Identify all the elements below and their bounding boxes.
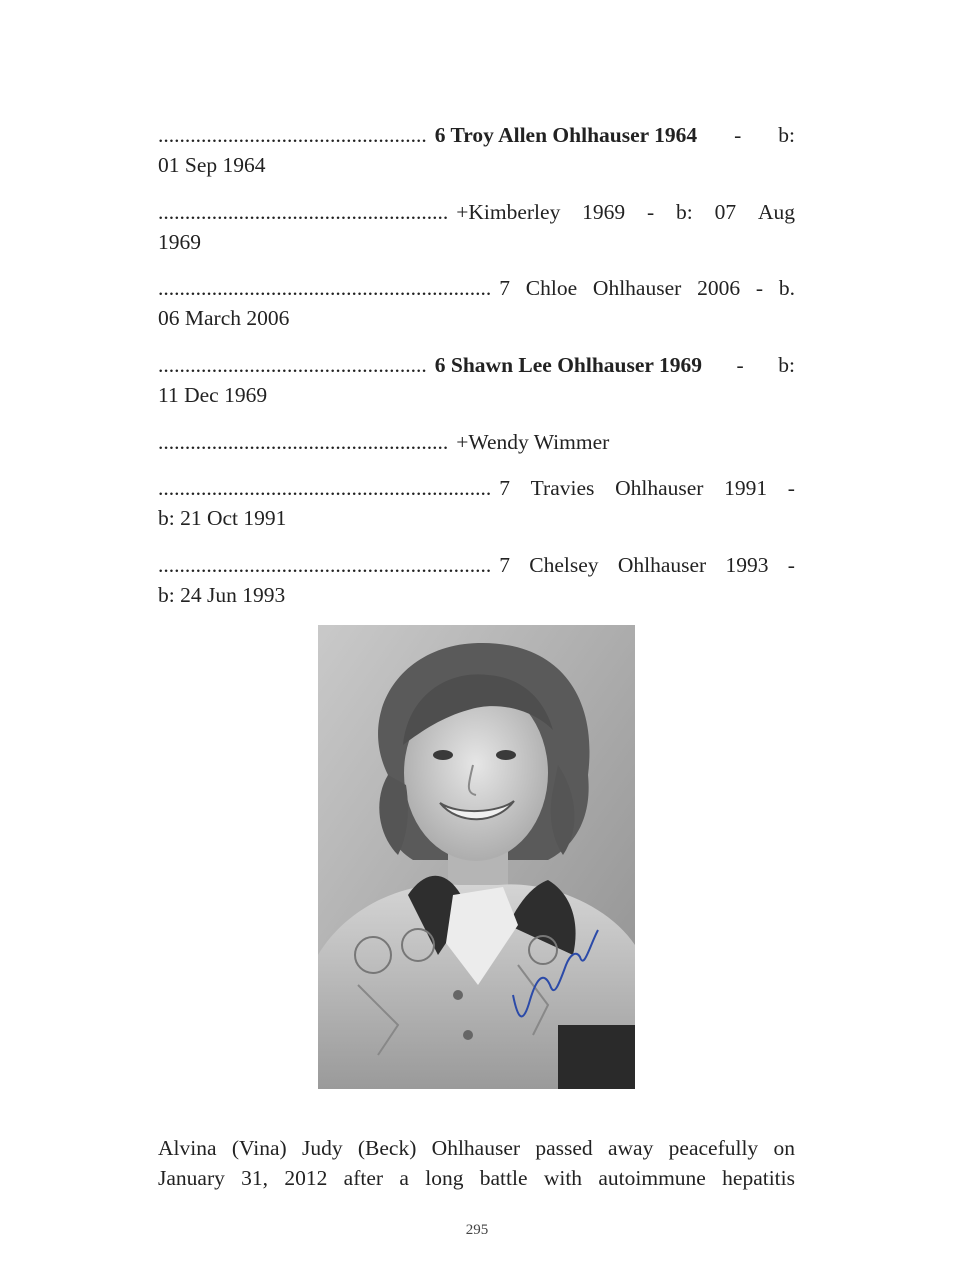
entry-word: 1991 bbox=[724, 476, 768, 500]
page-number: 295 bbox=[465, 1222, 489, 1238]
paragraph-line-1: Alvina (Vina) Judy (Beck) Ohlhauser passed away peacefully on bbox=[158, 1136, 795, 1160]
entry-word: 07 bbox=[714, 200, 737, 224]
leader-dots: .............................................................. bbox=[158, 476, 492, 500]
entry-word: - bbox=[734, 123, 742, 147]
entry-word: +Wendy Wimmer bbox=[456, 430, 610, 454]
entry-word: Chelsey bbox=[529, 553, 599, 577]
entry-word: 7 bbox=[499, 276, 510, 300]
entry-second-line: b: 21 Oct 1991 bbox=[158, 506, 287, 530]
leader-dots: .............................................................. bbox=[158, 553, 492, 577]
entry-word: 2006 bbox=[697, 276, 741, 300]
entry-first-line bbox=[158, 197, 795, 227]
entry-word: Chloe bbox=[525, 276, 578, 300]
descendant-entry bbox=[158, 550, 795, 610]
descendant-entry bbox=[158, 473, 795, 533]
descendant-entry bbox=[158, 427, 795, 457]
entry-word: Ohlhauser bbox=[592, 276, 682, 300]
entry-word: - bbox=[787, 476, 795, 500]
entry-word: - bbox=[787, 553, 795, 577]
entry-second-line: 01 Sep 1964 bbox=[158, 153, 266, 177]
descendant-entry bbox=[158, 273, 795, 333]
entry-first-line bbox=[158, 350, 795, 380]
leader-dots: .................................................. bbox=[158, 353, 427, 377]
entry-first-line bbox=[158, 473, 795, 503]
entry-word: b: bbox=[778, 123, 795, 147]
leader-dots: ...................................................... bbox=[158, 430, 449, 454]
entry-word: 6 Shawn Lee Ohlhauser 1969 bbox=[434, 353, 702, 377]
entry-word: 1969 bbox=[582, 200, 626, 224]
entry-word: Ohlhauser bbox=[615, 476, 704, 500]
leader-dots: .............................................................. bbox=[158, 276, 492, 300]
entry-word: b: bbox=[778, 353, 795, 377]
entry-second-line: 11 Dec 1969 bbox=[158, 383, 268, 407]
entry-word: +Kimberley bbox=[456, 200, 561, 224]
entry-word: 7 bbox=[499, 553, 510, 577]
entry-word: - bbox=[647, 200, 655, 224]
entry-word: Travies bbox=[530, 476, 595, 500]
entry-word: 7 bbox=[499, 476, 510, 500]
portrait-photo bbox=[318, 625, 635, 1089]
leader-dots: ...................................................... bbox=[158, 200, 449, 224]
entry-first-line bbox=[158, 427, 795, 457]
obituary-paragraph bbox=[158, 1133, 795, 1193]
descendant-entry bbox=[158, 120, 795, 180]
entry-first-line bbox=[158, 120, 795, 150]
entry-word: b: bbox=[676, 200, 693, 224]
entry-word: - bbox=[736, 353, 744, 377]
entry-first-line bbox=[158, 273, 795, 303]
entry-first-line bbox=[158, 550, 795, 580]
paragraph-line-2: January 31, 2012 after a long battle with autoimmune hepatitis bbox=[158, 1166, 795, 1190]
entry-word: Aug bbox=[757, 200, 795, 224]
leader-dots: .................................................. bbox=[158, 123, 427, 147]
entry-second-line: 06 March 2006 bbox=[158, 306, 290, 330]
entry-second-line: 1969 bbox=[158, 230, 201, 254]
descendant-entry bbox=[158, 197, 795, 257]
entry-word: 6 Troy Allen Ohlhauser 1964 bbox=[434, 123, 698, 147]
entry-word: b. bbox=[778, 276, 795, 300]
entry-word: 1993 bbox=[725, 553, 769, 577]
entry-word: Ohlhauser bbox=[617, 553, 707, 577]
entry-word: - bbox=[755, 276, 764, 300]
descendant-entry bbox=[158, 350, 795, 410]
entry-second-line: b: 24 Jun 1993 bbox=[158, 583, 286, 607]
